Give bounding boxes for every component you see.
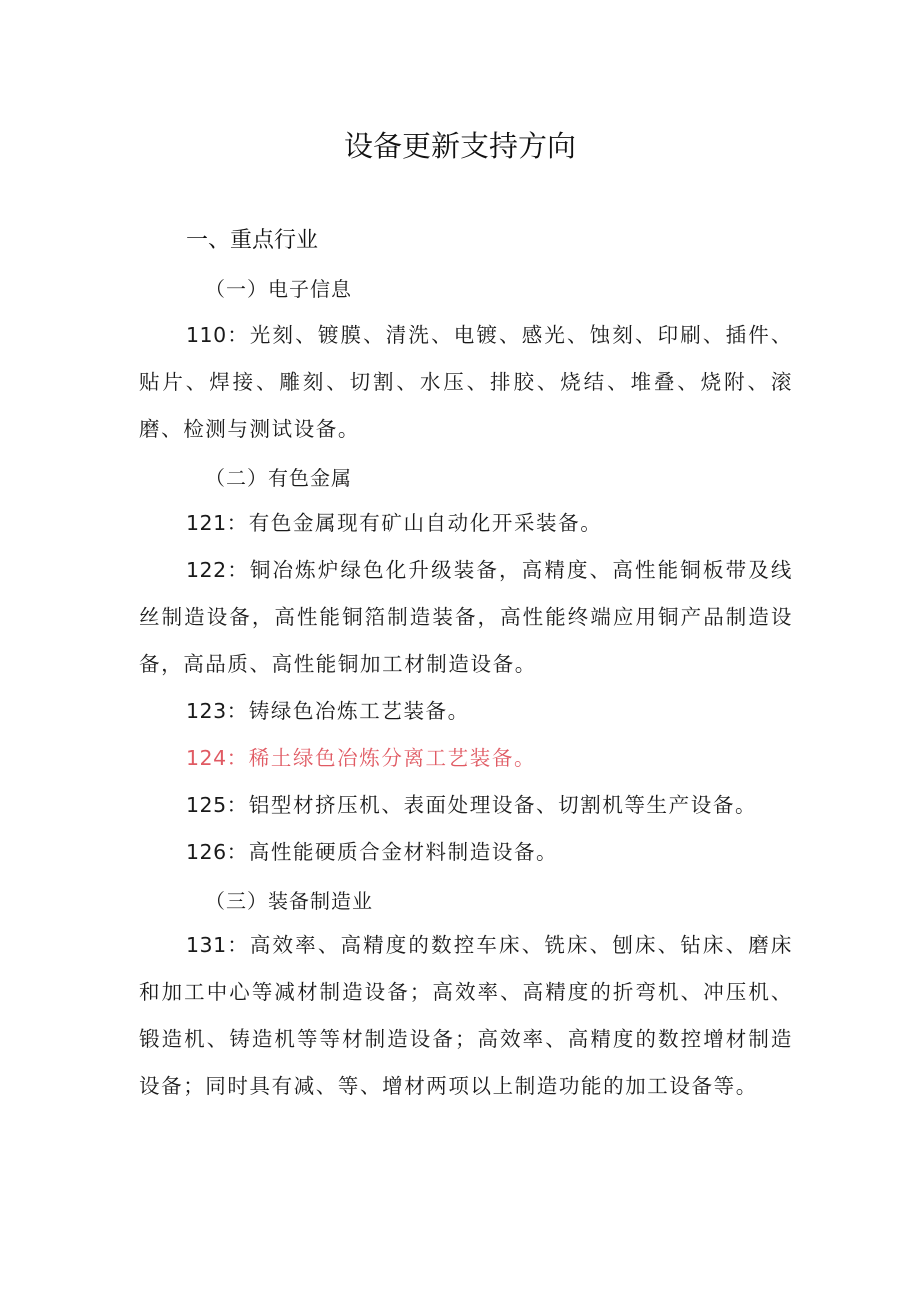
section-heading-key-industries: 一、重点行业 <box>186 228 319 253</box>
list-item <box>139 312 793 453</box>
item-separator: ： <box>226 933 250 957</box>
item-separator: ： <box>226 511 249 535</box>
item-separator: ： <box>226 793 249 817</box>
item-text: 铝型材挤压机、表面处理设备、切割机等生产设备。 <box>248 793 758 817</box>
subheading-electronics: （一）电子信息 <box>205 277 352 301</box>
item-text: 光刻、镀膜、清洗、电镀、感光、蚀刻、印刷、插件、贴片、焊接、雕刻、切割、水压、排胶、烧结、堆叠、烧附、滚磨、检测与测试设备。 <box>139 323 793 441</box>
item-text: 有色金属现有矿山自动化开采装备。 <box>248 511 603 535</box>
item-separator: ： <box>226 746 249 770</box>
item-text: 高效率、高精度的数控车床、铣床、刨床、钻床、磨床和加工中心等减材制造设备；高效率、高精度的折弯机、冲压机、锻造机、铸造机等等材制造设备；高效率、高精度的数控增材制造设备；同时具有减、等、增材两项以上制造功能的加工设备等。 <box>139 933 793 1098</box>
item-text: 稀土绿色冶炼分离工艺装备。 <box>248 746 537 770</box>
list-item <box>139 688 793 735</box>
list-item <box>139 500 793 547</box>
item-text: 高性能硬质合金材料制造设备。 <box>248 840 559 864</box>
item-code: 121 <box>186 511 227 535</box>
document-title: 设备更新支持方向 <box>343 129 576 163</box>
item-text: 铸绿色冶炼工艺装备。 <box>248 699 470 723</box>
item-separator: ： <box>226 323 250 347</box>
list-item <box>139 922 793 1110</box>
item-code: 126 <box>186 840 227 864</box>
item-separator: ： <box>226 558 250 582</box>
item-code: 131 <box>186 933 227 957</box>
item-code: 124 <box>186 746 227 770</box>
list-item <box>139 782 793 829</box>
subheading-nonferrous-metals: （二）有色金属 <box>205 466 352 490</box>
item-text: 铜冶炼炉绿色化升级装备，高精度、高性能铜板带及线丝制造设备，高性能铜箔制造装备，高性能终端应用铜产品制造设备，高品质、高性能铜加工材制造设备。 <box>139 558 793 676</box>
item-code: 123 <box>186 699 227 723</box>
list-item <box>139 829 793 876</box>
item-code: 110 <box>186 323 227 347</box>
item-code: 125 <box>186 793 227 817</box>
item-separator: ： <box>226 840 249 864</box>
item-separator: ： <box>226 699 249 723</box>
list-item <box>139 547 793 688</box>
item-code: 122 <box>186 558 227 582</box>
subheading-equipment-manufacturing: （三）装备制造业 <box>205 889 373 913</box>
list-item-highlighted <box>139 735 793 782</box>
